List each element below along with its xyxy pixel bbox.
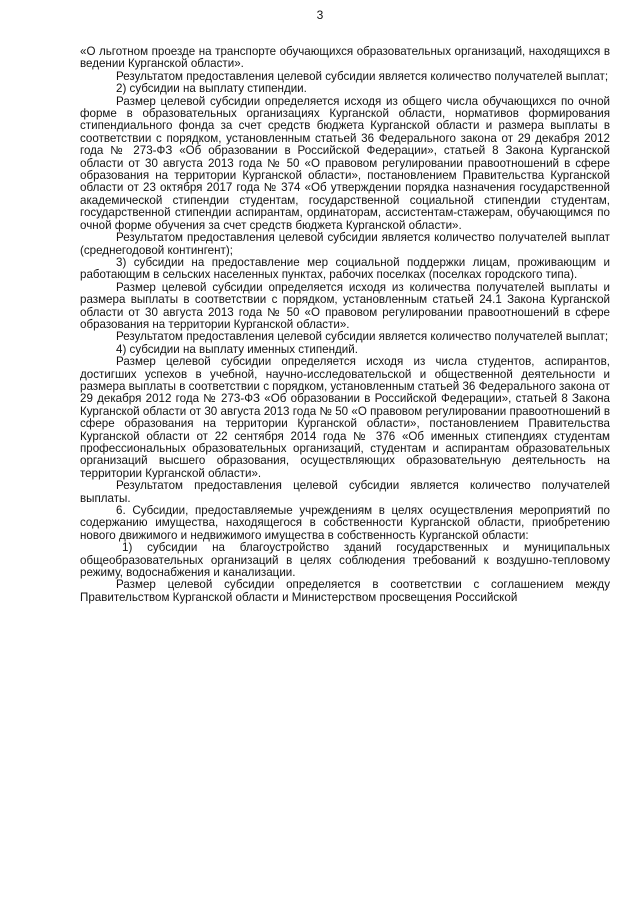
paragraph: 4) субсидии на выплату именных стипендий. — [116, 342, 358, 356]
paragraph: Размер целевой субсидии определяется в соответствии с соглашением между Правительством Курганской области и Министерством просвещения Российской — [80, 578, 610, 604]
paragraph: Размер целевой субсидии определяется исходя из числа студентов, аспирантов, достигших успехов в учебной, научно-исследовательской и общественной деятельности и размера выплаты в соответствии с порядком, установленным статьей 36 Федерального закона от 29 декабря 2012 года № 273-ФЗ «Об образовании в Российской Федерации», статьей 8 Закона Курганской области от 30 августа 2013 года № 50 «О правовом регулировании правоотношений в сфере образования на территории Курганской области», постановлением Правительства Курганской области от 22 сентября 2014 года № 376 «Об именных стипендиях студентам профессиональных образовательных организаций, студентам и аспирантам образовательных организаций высшего образования, осуществляющих образовательную деятельность на территории Курганской области». — [80, 355, 610, 480]
paragraph: 1) субсидии на благоустройство зданий государственных и муниципальных общеобразовательных организаций в целях соблюдения требований к воздушно-тепловому режиму, водоснабжения и канализации. — [80, 541, 610, 580]
paragraph: 2) субсидии на выплату стипендии. — [116, 82, 307, 96]
document-body — [80, 46, 610, 604]
paragraph: Размер целевой субсидии определяется исходя из общего числа обучающихся по очной форме в образовательных организациях Курганской области, нормативов формирования стипендиального фонда за счет средств бюджета Курганской области и размера выплаты в соответствии с порядком, установленным статьей 36 Федерального закона от 29 декабря 2012 года № 273-ФЗ «Об образовании в Российской Федерации», статьей 8 Закона Курганской области от 30 августа 2013 года № 50 «О правовом регулировании правоотношений в сфере образования на территории Курганской области», постановлением Правительства Курганской области от 23 октября 2017 года № 374 «Об утверждении порядка назначения государственной академической стипендии студентам, государственной социальной стипендии студентам, государственной стипендии аспирантам, ординаторам, ассистентам-стажерам, обучающимся по очной форме обучения за счет средств бюджета Курганской области». — [80, 94, 610, 232]
paragraph: Результатом предоставления целевой субсидии является количество получателей выплат; — [116, 330, 609, 344]
paragraph: Размер целевой субсидии определяется исходя из количества получателей выплаты и размера выплаты в соответствии с порядком, установленным статьей 24.1 Закона Курганской области от 30 августа 2013 года № 50 «О правовом регулировании правоотношений в сфере образования на территории Курганской области». — [80, 280, 610, 331]
paragraph: Результатом предоставления целевой субсидии является количество получателей выплаты. — [80, 479, 610, 505]
paragraph: Результатом предоставления целевой субсидии является количество получателей выплат (среднегодовой контингент); — [80, 231, 610, 257]
paragraph: 6. Субсидии, предоставляемые учреждениям в целях осуществления мероприятий по содержанию имущества, находящегося в собственности Курганской области, приобретению нового движимого и недвижимого имущества в собственность Курганской области: — [80, 504, 610, 542]
paragraph: 3) субсидии на предоставление мер социальной поддержки лицам, проживающим и работающим в сельских населенных пунктах, рабочих поселках (поселках городского типа). — [80, 255, 610, 282]
page-number: 3 — [316, 8, 324, 22]
paragraph: «О льготном проезде на транспорте обучающихся образовательных организаций, находящихся в ведении Курганской области». — [80, 45, 610, 71]
paragraph: Результатом предоставления целевой субсидии является количество получателей выплат; — [116, 69, 609, 83]
